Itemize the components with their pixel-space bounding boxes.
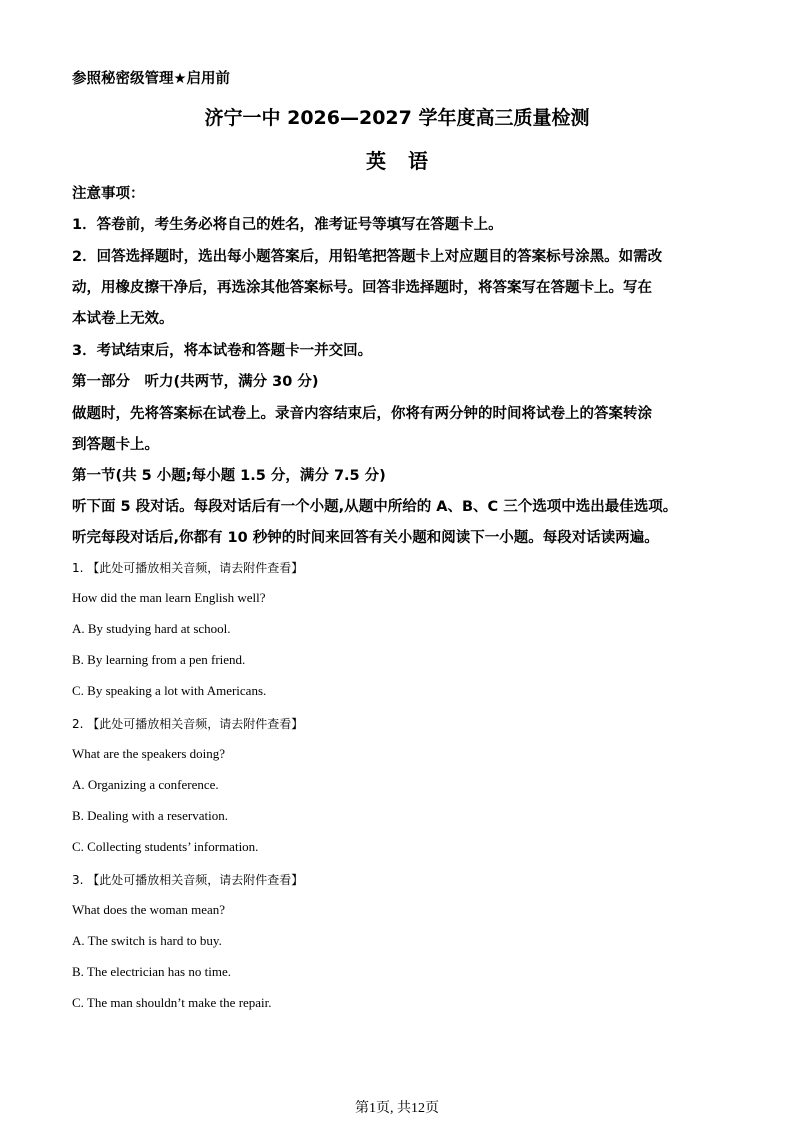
notice-item-2-line-1: 2．回答选择题时，选出每小题答案后，用铅笔把答题卡上对应题目的答案标号涂黑。如需改 xyxy=(72,249,663,265)
question-1-option-c: C. By speaking a lot with Americans. xyxy=(72,683,267,698)
exam-title: 济宁一中 2026—2027 学年度高三质量检测 xyxy=(204,107,590,129)
section1-heading: 第一节(共 5 小题;每小题 1.5 分，满分 7.5 分) xyxy=(72,468,386,484)
page-indicator: 第1页, 共12页 xyxy=(355,1101,439,1116)
question-2-option-c: C. Collecting students’ information. xyxy=(72,839,259,854)
section1-instruction-line-2: 听完每段对话后,你都有 10 秒钟的时间来回答有关小题和阅读下一小题。每段对话读两遍。 xyxy=(72,530,659,546)
question-2-stem: What are the speakers doing? xyxy=(72,746,226,761)
part1-instruction-line-2: 到答题卡上。 xyxy=(72,437,159,453)
section1-instruction-line-1: 听下面 5 段对话。每段对话后有一个小题,从题中所给的 A、B、C 三个选项中选出最佳选项。 xyxy=(72,499,678,515)
question-1-audio-placeholder[interactable]: 1. 【此处可播放相关音频，请去附件查看】 xyxy=(72,561,304,575)
notice-item-1: 1．答卷前，考生务必将自己的姓名，准考证号等填写在答题卡上。 xyxy=(72,217,503,233)
notice-item-2-line-2: 动，用橡皮擦干净后，再选涂其他答案标号。回答非选择题时，将答案写在答题卡上。写在 xyxy=(72,280,652,296)
subject-title: 英语 xyxy=(366,149,450,173)
notice-heading: 注意事项： xyxy=(72,186,145,202)
part1-heading: 第一部分 听力(共两节，满分 30 分) xyxy=(72,374,319,390)
question-1-stem: How did the man learn English well? xyxy=(72,590,266,605)
confidential-label: 参照秘密级管理★启用前 xyxy=(72,71,230,87)
notice-item-2-line-3: 本试卷上无效。 xyxy=(72,311,174,327)
part1-instruction-line-1: 做题时，先将答案标在试卷上。录音内容结束后，你将有两分钟的时间将试卷上的答案转涂 xyxy=(72,406,652,422)
question-2-audio-placeholder[interactable]: 2. 【此处可播放相关音频，请去附件查看】 xyxy=(72,717,304,731)
question-3-option-b: B. The electrician has no time. xyxy=(72,964,231,979)
question-3-audio-placeholder[interactable]: 3. 【此处可播放相关音频，请去附件查看】 xyxy=(72,873,304,887)
question-1-option-a: A. By studying hard at school. xyxy=(72,621,231,636)
question-3-stem: What does the woman mean? xyxy=(72,902,226,917)
question-3-option-c: C. The man shouldn’t make the repair. xyxy=(72,995,272,1010)
notice-item-3: 3．考试结束后，将本试卷和答题卡一并交回。 xyxy=(72,343,373,359)
question-2-option-a: A. Organizing a conference. xyxy=(72,777,219,792)
question-2-option-b: B. Dealing with a reservation. xyxy=(72,808,228,823)
question-3-option-a: A. The switch is hard to buy. xyxy=(72,933,222,948)
question-1-option-b: B. By learning from a pen friend. xyxy=(72,652,246,667)
